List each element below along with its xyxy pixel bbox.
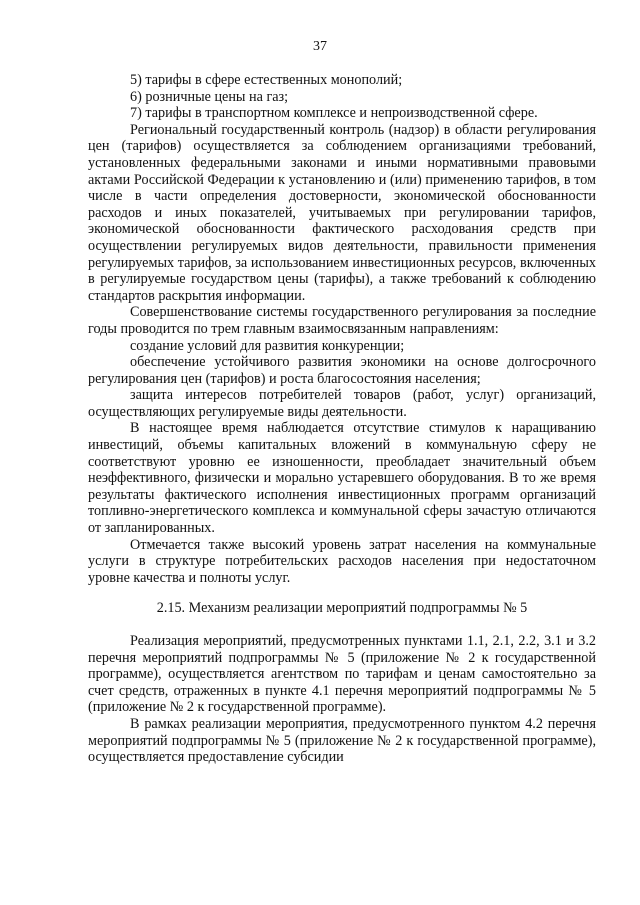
section-heading: 2.15. Механизм реализации мероприятий подпрограммы № 5 — [156, 600, 528, 617]
list-item-retail-gas-prices: 6) розничные цены на газ; — [130, 88, 289, 105]
paragraph-economic-development: обеспечение устойчивого развития экономики на основе долгосрочного регулирования цен (тарифов) и роста благосостояния населения; — [88, 354, 596, 387]
paragraph-subsidy: В рамках реализации мероприятия, предусмотренного пунктом 4.2 перечня мероприятий подпрограммы № 5 (приложение № 2 к государственной программе), осуществляется предоставление субсидии — [88, 715, 596, 766]
page-number: 37 — [313, 39, 327, 54]
document-body — [88, 72, 596, 766]
list-item-tariffs-natural-monopolies: 5) тарифы в сфере естественных монополий; — [130, 72, 403, 88]
paragraph-investment-situation: В настоящее время наблюдается отсутствие стимулов к наращиванию инвестиций, объемы капитальных вложений в коммунальную сферу не соответствуют уровню ее изношенности, преобладает значительный объем неэффективного, физически и морально устаревшего оборудования. В то же время результаты фактического исполнения инвестиционных программ организаций топливно-энергетического комплекса и коммунальной сферы зачастую отличаются от запланированных. — [88, 420, 596, 537]
paragraph-consumer-protection: защита интересов потребителей товаров (работ, услуг) организаций, осуществляющих регулируемые виды деятельности. — [88, 387, 596, 420]
paragraph-household-costs: Отмечается также высокий уровень затрат населения на коммунальные услуги в структуре потребительских расходов населения при недостаточном уровне качества и полноты услуг. — [88, 536, 596, 586]
paragraph-regional-control: Региональный государственный контроль (надзор) в области регулирования цен (тарифов) осуществляется за соблюдением организациями требований, установленных федеральными законами и иными нормативными правовыми актами Российской Федерации к установлению и (или) применению тарифов, в том числе в части определения достоверности, экономической обоснованности расходов и иных показателей, учитываемых при регулировании тарифов, экономической обоснованности фактического расходования средств при осуществлении регулируемых видов деятельности, правильности применения регулируемых тарифов, за использованием инвестиционных ресурсов, включенных в регулируемые государством цены (тарифы), а также требований к соблюдению стандартов раскрытия информации. — [88, 121, 596, 304]
paragraph-improvement-directions: Совершенствование системы государственного регулирования за последние годы проводится по трем главным взаимосвязанным направлениям: — [88, 304, 596, 337]
paragraph-competition: создание условий для развития конкуренции; — [130, 337, 405, 354]
paragraph-implementation-agency: Реализация мероприятий, предусмотренных пунктами 1.1, 2.1, 2.2, 3.1 и 3.2 перечня мероприятий подпрограммы № 5 (приложение № 2 к государственной программе), осуществляется агентством по тарифам и ценам самостоятельно за счет средств, отраженных в пункте 4.1 перечня мероприятий подпрограммы № 5 (приложение № 2 к государственной программе). — [88, 633, 596, 716]
list-item-transport-tariffs: 7) тарифы в транспортном комплексе и непроизводственной сфере. — [130, 105, 538, 122]
